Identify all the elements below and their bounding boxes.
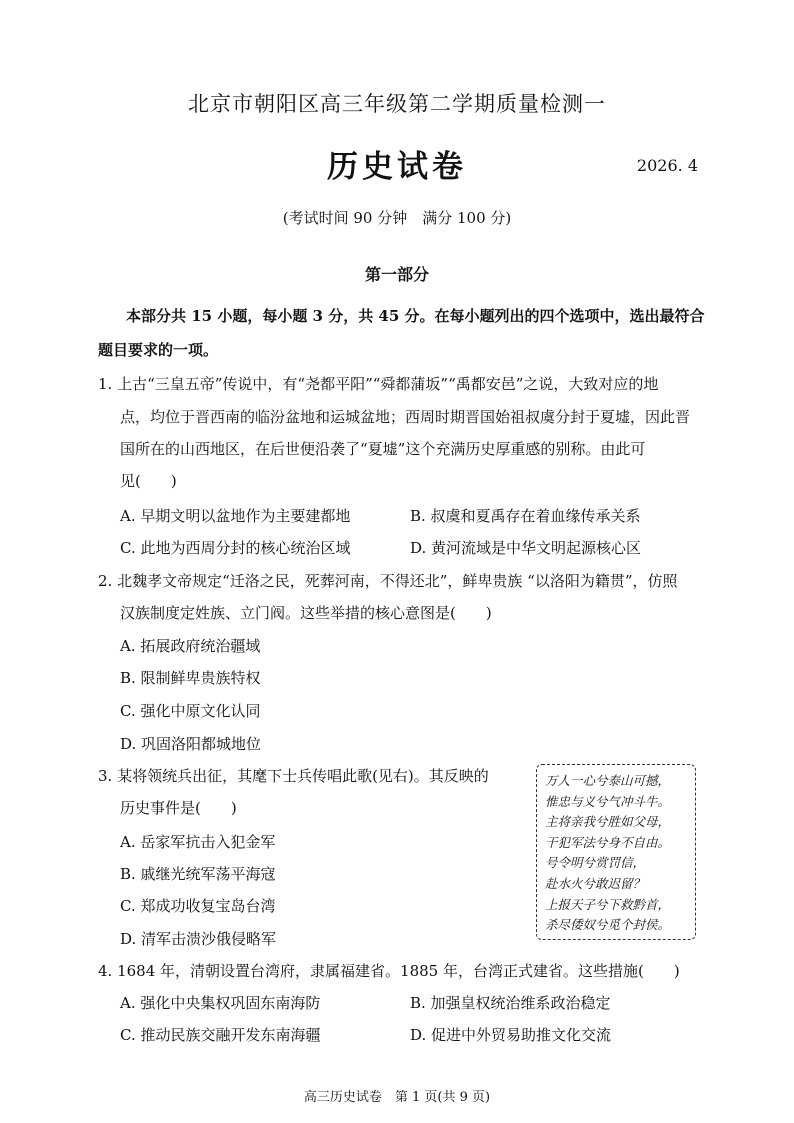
q1-option-b: B. 叔虞和夏禹存在着血缘传承关系 xyxy=(410,507,641,525)
q3-line-2: 历史事件是( ) xyxy=(120,799,237,817)
q4-option-a: A. 强化中央集权巩固东南海防 xyxy=(120,994,321,1012)
poem-line: 杀尽倭奴兮觅个封侯。 xyxy=(545,917,671,933)
q2-option-b: B. 限制鲜卑贵族特权 xyxy=(120,669,261,687)
q4-option-c: C. 推动民族交融开发东南海疆 xyxy=(120,1026,321,1044)
instruction-line-2: 题目要求的一项。 xyxy=(98,341,219,359)
q1-option-a: A. 早期文明以盆地作为主要建都地 xyxy=(120,507,351,525)
q2-line-1: 2. 北魏孝文帝规定“迁洛之民，死葬河南，不得还北”，鲜卑贵族 “以洛阳为籍贯”，仿照 xyxy=(98,572,678,590)
page-footer: 高三历史试卷 第 1 页(共 9 页) xyxy=(303,1090,491,1105)
poem-line: 万人一心兮泰山可撼， xyxy=(545,773,671,788)
poem-line: 号令明兮赏罚信， xyxy=(545,855,646,871)
exam-subtitle: (考试时间 90 分钟 满分 100 分) xyxy=(282,209,512,227)
poem-line: 赴水火兮敢迟留？ xyxy=(545,875,646,891)
q2-line-2: 汉族制度定姓族、立门阀。这些举措的核心意图是( ) xyxy=(120,604,492,622)
q3-option-d: D. 清军击溃沙俄侵略军 xyxy=(120,930,277,948)
q1-option-d: D. 黄河流域是中华文明起源核心区 xyxy=(410,539,642,557)
poem-line: 惟忠与义兮气冲斗牛。 xyxy=(545,793,671,809)
poem-line: 干犯军法兮身不自由。 xyxy=(545,834,671,850)
exam-title: 历史试卷 xyxy=(327,149,467,185)
q1-line-3: 国所在的山西地区，在后世便沿袭了“夏墟”这个充满历史厚重感的别称。由此可 xyxy=(120,440,646,458)
q3-line-1: 3. 某将领统兵出征，其麾下士兵传唱此歌(见右)。其反映的 xyxy=(98,767,489,785)
exam-header: 北京市朝阳区高三年级第二学期质量检测一 xyxy=(188,92,606,116)
q2-option-c: C. 强化中原文化认同 xyxy=(120,702,261,720)
part-label: 第一部分 xyxy=(364,265,429,284)
q3-option-a: A. 岳家军抗击入犯金军 xyxy=(120,833,276,851)
q3-option-b: B. 戚继光统军荡平海寇 xyxy=(120,865,276,883)
q1-line-4: 见( ) xyxy=(120,472,177,490)
q1-line-1: 1. 上古“三皇五帝”传说中，有“尧都平阳”“舜都蒲坂”“禹都安邑”之说，大致对应的地 xyxy=(98,375,659,393)
q4-line-1: 4. 1684 年，清朝设置台湾府，隶属福建省。1885 年，台湾正式建省。这些措施( ) xyxy=(98,962,680,980)
poem-line: 上报天子兮下救黔首， xyxy=(545,896,671,912)
q4-option-d: D. 促进中外贸易助推文化交流 xyxy=(410,1026,612,1044)
q2-option-a: A. 拓展政府统治疆域 xyxy=(120,637,261,655)
q1-option-c: C. 此地为西周分封的核心统治区域 xyxy=(120,539,351,557)
song-lyrics-box xyxy=(536,764,696,940)
q4-option-b: B. 加强皇权统治维系政治稳定 xyxy=(410,994,611,1012)
instruction-line-1: 本部分共 15 小题，每小题 3 分，共 45 分。在每小题列出的四个选项中，选出最符合 xyxy=(126,307,705,325)
q3-option-c: C. 郑成功收复宝岛台湾 xyxy=(120,897,276,915)
exam-date: 2026. 4 xyxy=(636,156,698,175)
poem-line: 主将亲我兮胜如父母， xyxy=(545,814,671,830)
q2-option-d: D. 巩固洛阳都城地位 xyxy=(120,735,262,753)
q1-line-2: 点，均位于晋西南的临汾盆地和运城盆地；西周时期晋国始祖叔虞分封于夏墟，因此晋 xyxy=(120,408,691,426)
